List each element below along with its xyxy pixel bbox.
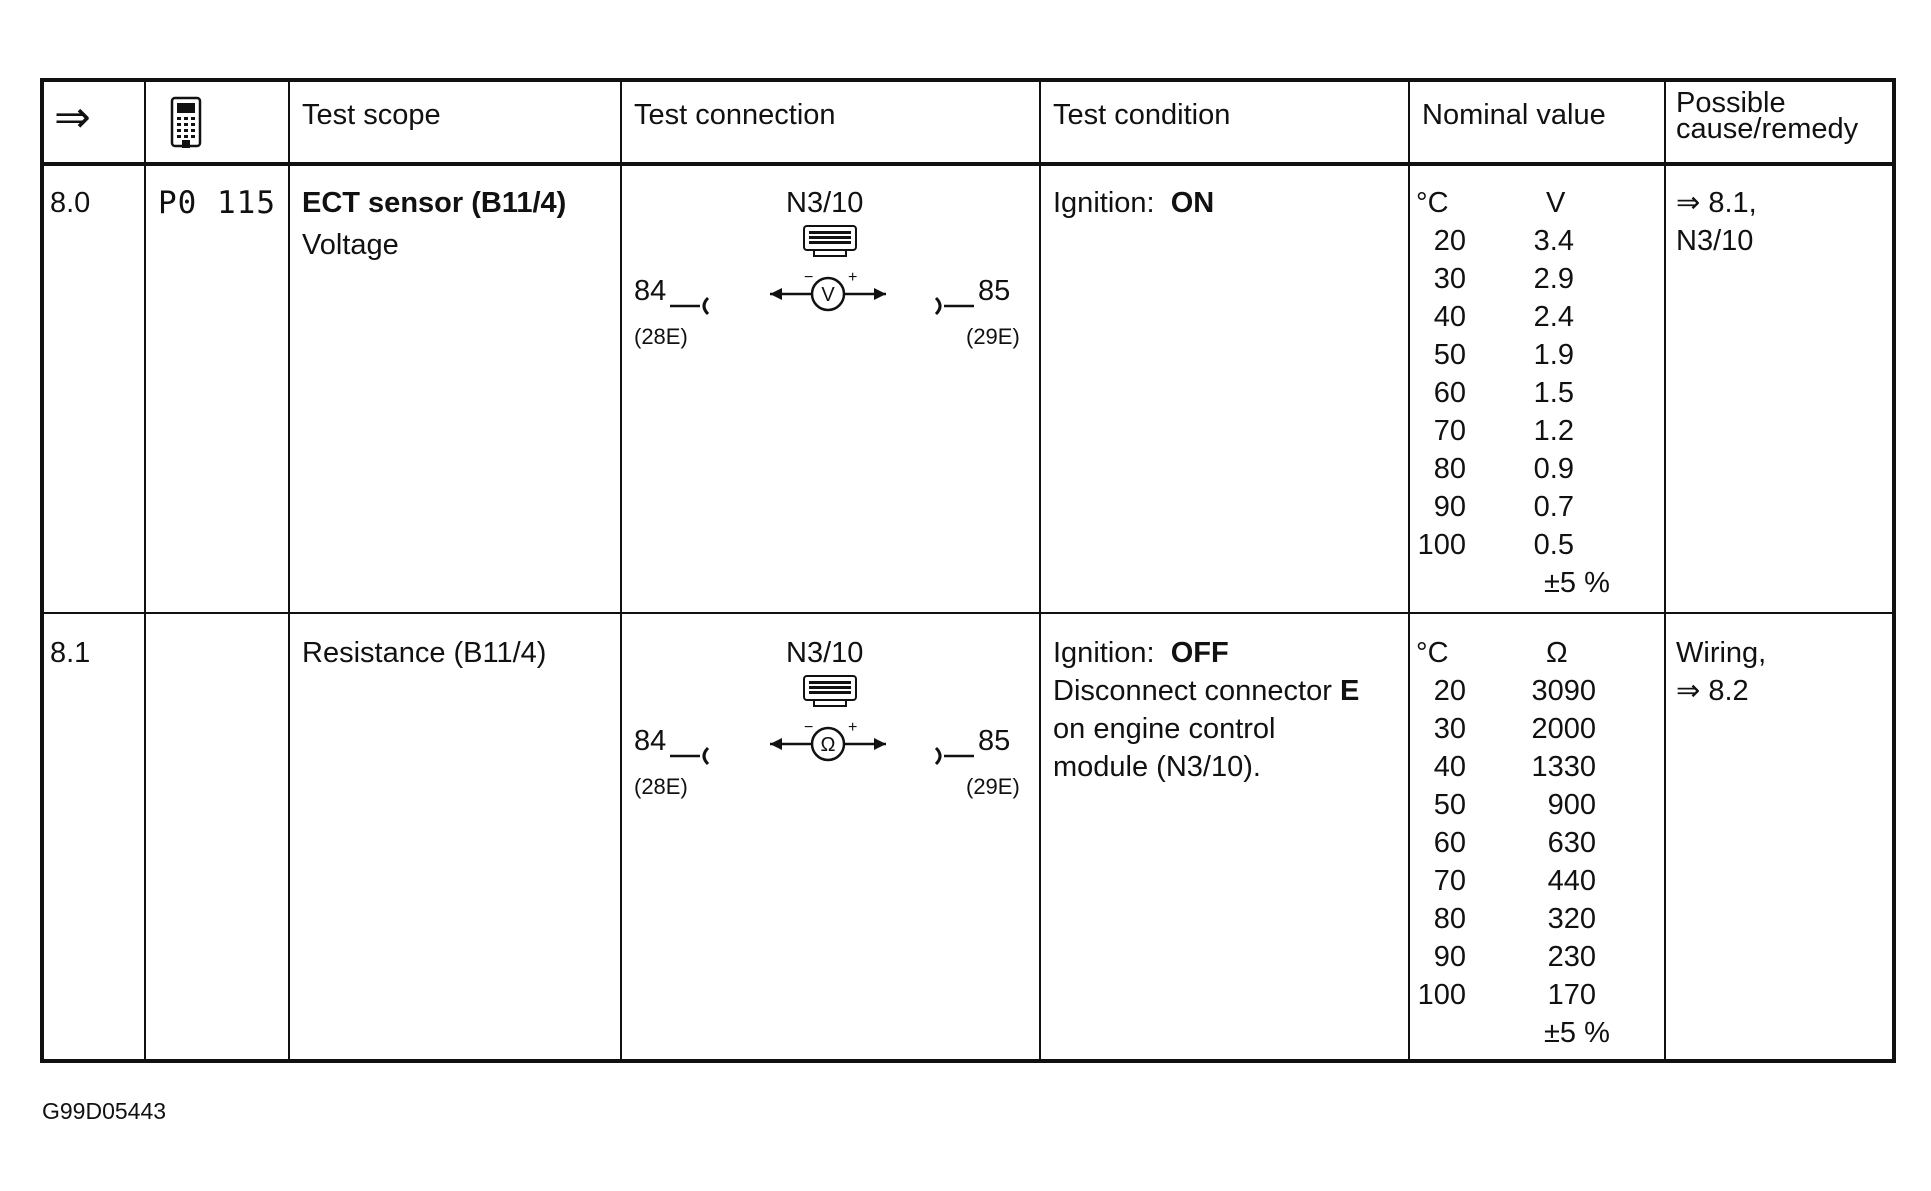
header-test-condition: Test condition (1053, 99, 1231, 131)
condition-line (1053, 634, 1359, 672)
condition-label: Ignition: (1053, 187, 1155, 219)
nominal-units (1416, 634, 1568, 672)
module-label: N3/10 (786, 187, 864, 219)
left-pin: 84 (634, 725, 667, 757)
column-divider (620, 82, 622, 1059)
remedy-link[interactable]: ⇒ 8.2 (1676, 675, 1749, 707)
list-item: 40 1330 (1433, 751, 1596, 783)
column-divider (288, 82, 290, 1059)
left-pin-sub: (28E) (634, 774, 688, 799)
value-unit: Ω (1546, 637, 1568, 669)
left-pin-sub: (28E) (634, 324, 688, 349)
header-test-scope: Test scope (302, 99, 441, 131)
value-unit: V (1546, 187, 1566, 219)
module-label: N3/10 (786, 637, 864, 669)
list-item: 100 170 (1417, 979, 1596, 1011)
list-item: 20 3.4 (1433, 225, 1574, 257)
figure-id: G99D05443 (42, 1098, 167, 1124)
right-pin: 85 (978, 725, 1011, 757)
meter-symbol: V (821, 284, 835, 306)
tolerance: ±5 % (1544, 567, 1610, 599)
list-item: 50 900 (1433, 789, 1596, 821)
remedy (1676, 184, 1757, 260)
step-number: 8.0 (50, 187, 91, 219)
row-divider (44, 612, 1892, 614)
list-item: 70 1.2 (1433, 415, 1574, 447)
list-item: 60 1.5 (1433, 377, 1574, 409)
column-divider (1664, 82, 1666, 1059)
list-item: 70 440 (1433, 865, 1596, 897)
header-remedy-line2: cause/remedy (1676, 113, 1859, 145)
condition-line2 (1053, 672, 1359, 710)
nominal-values-list (1416, 672, 1596, 1014)
list-item: 80 320 (1433, 903, 1596, 935)
condition-state: OFF (1170, 637, 1229, 669)
scope-subtitle: Voltage (302, 229, 399, 261)
remedy-link[interactable]: ⇒ 8.1, (1676, 187, 1757, 219)
list-item: 80 0.9 (1433, 453, 1574, 485)
nominal-units (1416, 184, 1565, 222)
meter-symbol: Ω (820, 734, 836, 756)
column-divider (144, 82, 146, 1059)
svg-text:−: − (804, 720, 814, 736)
condition-line (1053, 184, 1214, 222)
fault-code: P0 115 (158, 185, 276, 221)
scope-title: Resistance (B11/4) (302, 637, 547, 669)
right-pin-sub: (29E) (966, 324, 1020, 349)
list-item: 90 0.7 (1433, 491, 1574, 523)
connector-icon (800, 674, 860, 720)
list-item: 20 3090 (1433, 675, 1596, 707)
left-pin: 84 (634, 275, 667, 307)
column-divider (1408, 82, 1410, 1059)
ohmmeter-icon (768, 720, 888, 774)
list-item: 30 2.9 (1433, 263, 1574, 295)
remedy-line2: N3/10 (1676, 225, 1754, 257)
condition-block (1053, 634, 1359, 786)
right-pin: 85 (978, 275, 1011, 307)
svg-text:+: + (848, 720, 858, 736)
remedy-line1: Wiring, (1676, 637, 1767, 669)
column-divider (1039, 82, 1041, 1059)
test-table (40, 78, 1896, 1063)
condition-state: ON (1170, 187, 1215, 219)
header-test-connection: Test connection (634, 99, 836, 131)
list-item: 50 1.9 (1433, 339, 1574, 371)
condition-text: Disconnect connector (1053, 675, 1340, 707)
condition-line3: on engine control (1053, 713, 1276, 745)
arrow-header-icon: ⇒ (54, 93, 91, 142)
condition-label: Ignition: (1053, 637, 1155, 669)
remedy (1676, 634, 1766, 710)
list-item: 40 2.4 (1433, 301, 1574, 333)
tolerance: ±5 % (1544, 1017, 1610, 1049)
list-item: 100 0.5 (1417, 529, 1574, 561)
connector-icon (800, 224, 860, 270)
header-possible-cause (1676, 87, 1859, 145)
right-pin-sub: (29E) (966, 774, 1020, 799)
connector-label: E (1339, 675, 1360, 707)
list-item: 90 230 (1433, 941, 1596, 973)
scope-title: ECT sensor (B11/4) (302, 187, 567, 219)
header-remedy-line1: Possible (1676, 87, 1786, 119)
step-number: 8.1 (50, 637, 91, 669)
svg-text:−: − (804, 270, 814, 286)
header-nominal-value: Nominal value (1422, 99, 1606, 131)
temp-unit: °C (1416, 187, 1449, 219)
header-divider (44, 162, 1892, 166)
temp-unit: °C (1416, 637, 1449, 669)
condition-line4: module (N3/10). (1053, 751, 1261, 783)
voltmeter-icon (768, 270, 888, 324)
list-item: 30 2000 (1433, 713, 1596, 745)
diagnostic-tester-icon (168, 96, 204, 158)
svg-text:+: + (848, 270, 858, 286)
list-item: 60 630 (1433, 827, 1596, 859)
nominal-values-list (1416, 222, 1574, 564)
